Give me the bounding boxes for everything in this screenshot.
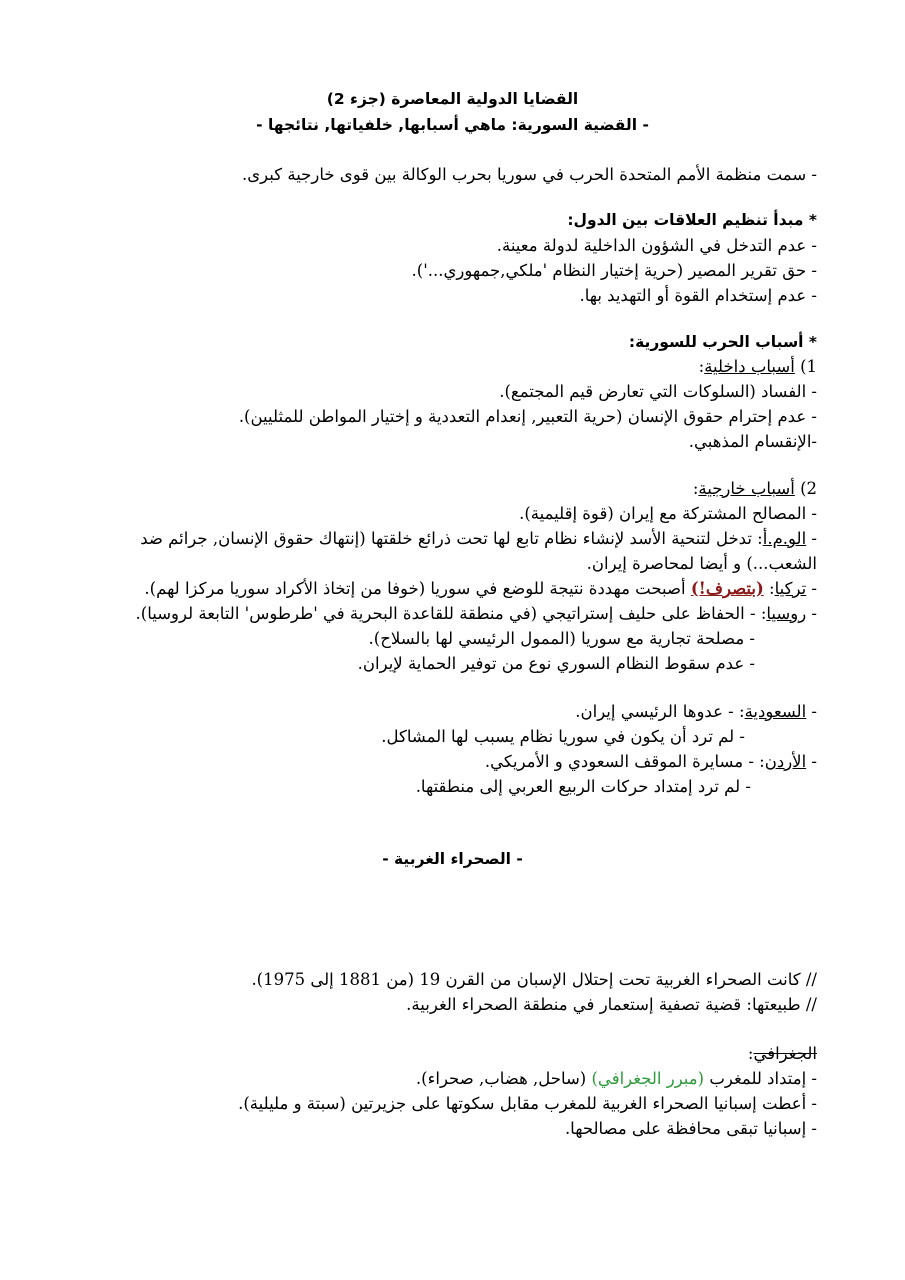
causes-heading: * أسباب الحرب للسورية: bbox=[628, 333, 817, 351]
jordan-subitem: - لم ترد إمتداد حركات الربيع العربي إلى منطقتها. bbox=[415, 777, 751, 796]
principle-item: - حق تقرير المصير (حرية إختيار النظام 'ملكي,جمهوري...'). bbox=[411, 261, 817, 280]
geo-heading bbox=[748, 1043, 817, 1065]
external-usa-continuation: الشعب...) و أيضا لمحاصرة إيران. bbox=[586, 554, 817, 573]
external-russia-item: - روسيا: - الحفاظ على حليف إستراتيجي (في منطقة للقاعدة البحرية في 'طرطوس' التابعة لروسيا). bbox=[135, 604, 817, 623]
internal-cause-item: -الإنقسام المذهبي. bbox=[688, 432, 817, 451]
principles-heading: * مبدأ تنظيم العلاقات بين الدول: bbox=[567, 211, 817, 229]
external-iran-item: - المصالح المشتركة مع إيران (قوة إقليمية). bbox=[519, 504, 817, 523]
jordan-text: : - مسايرة الموقف السعودي و الأمريكي. bbox=[484, 752, 765, 771]
geo-suffix: (ساحل, هضاب, صحراء). bbox=[415, 1069, 587, 1088]
internal-cause-item: - عدم إحترام حقوق الإنسان (حرية التعبير, إنعدام التعددية و إختيار المواطن للمثليين). bbox=[238, 407, 817, 426]
sahara-item: - إسبانيا تبقى محافظة على مصالحها. bbox=[564, 1119, 817, 1138]
sahara-colonial-line: // كانت الصحراء الغربية تحت إحتلال الإسبان من القرن 19 (من 1881 إلى 1975). bbox=[251, 970, 817, 989]
external-causes-heading bbox=[693, 478, 817, 500]
internal-label: أسباب داخلية bbox=[704, 357, 795, 376]
geo-highlight: (مبرر الجغرافي) bbox=[591, 1069, 705, 1088]
geo-item bbox=[416, 1068, 817, 1090]
jordan-label: الأردن bbox=[764, 752, 807, 771]
usa-label: الو.م.أ bbox=[762, 529, 807, 548]
internal-number: 1) bbox=[800, 357, 817, 376]
saudi-text: : - عدوها الرئيسي إيران. bbox=[575, 702, 745, 721]
document-subtitle: - القضية السورية: ماهي أسبابها, خلفياتها, نتائجها - bbox=[256, 116, 649, 134]
sahara-item: - أعطت إسبانيا الصحراء الغربية للمغرب مقابل سكوتها على جزيرتين (سبتة و مليلية). bbox=[238, 1094, 817, 1113]
usa-text: : تدخل لتنحية الأسد لإنشاء نظام تابع لها تحت ذرائع خلقتها (إنتهاك حقوق الإنسان, جرائم ضد bbox=[140, 529, 763, 548]
sahara-nature-line: // طبيعتها: قضية تصفية إستعمار في منطقة الصحراء الغربية. bbox=[406, 995, 817, 1014]
intro-line: - سمت منظمة الأمم المتحدة الحرب في سوريا بحرب الوكالة بين قوى خارجية كبرى. bbox=[242, 165, 817, 184]
saudi-label: السعودية bbox=[744, 702, 807, 721]
geo-colon: : bbox=[747, 1044, 754, 1063]
external-turkey-item: - تركيا: (بتصرف!) أصبحت مهددة نتيجة للوضع في سوريا (خوفا من إتخاذ الأكراد سوريا مركزا لهم). bbox=[144, 579, 817, 598]
principle-item: - عدم التدخل في الشؤون الداخلية لدولة معينة. bbox=[496, 236, 817, 255]
external-number: 2) bbox=[800, 479, 817, 498]
saudi-subitem: - لم ترد أن يكون في سوريا نظام يسبب لها المشاكل. bbox=[381, 727, 745, 746]
external-colon: : bbox=[692, 479, 699, 498]
document-title: القضايا الدولية المعاصرة (جزء 2) bbox=[326, 90, 579, 108]
sahara-heading: - الصحراء الغربية - bbox=[382, 850, 523, 868]
turkey-text: أصبحت مهددة نتيجة للوضع في سوريا (خوفا من إتخاذ الأكراد سوريا مركزا لهم). bbox=[144, 579, 686, 598]
russia-label: روسيا bbox=[766, 604, 807, 623]
internal-colon: : bbox=[698, 357, 705, 376]
external-label: أسباب خارجية bbox=[698, 479, 795, 498]
external-usa-item: - الو.م.أ: تدخل لتنحية الأسد لإنشاء نظام تابع لها تحت ذرائع خلقتها (إنتهاك حقوق الإنسان, جرائم ضد bbox=[140, 529, 817, 548]
turkey-label: تركيا bbox=[774, 579, 807, 598]
geo-label: الجغرافي bbox=[753, 1044, 817, 1063]
principle-item: - عدم إستخدام القوة أو التهديد بها. bbox=[579, 286, 817, 305]
turkey-note: (بتصرف!) bbox=[690, 579, 764, 598]
russia-subitem: - مصلحة تجارية مع سوريا (الممول الرئيسي لها بالسلاح). bbox=[368, 629, 755, 648]
internal-causes-heading bbox=[699, 356, 817, 378]
external-jordan-item: - الأردن: - مسايرة الموقف السعودي و الأمريكي. bbox=[484, 752, 817, 771]
external-saudi-item: - السعودية: - عدوها الرئيسي إيران. bbox=[575, 702, 817, 721]
russia-text: : - الحفاظ على حليف إستراتيجي (في منطقة للقاعدة البحرية في 'طرطوس' التابعة لروسيا). bbox=[135, 604, 767, 623]
russia-subitem: - عدم سقوط النظام السوري نوع من توفير الحماية لإيران. bbox=[357, 654, 755, 673]
geo-prefix: - إمتداد للمغرب bbox=[709, 1069, 817, 1088]
internal-cause-item: - الفساد (السلوكات التي تعارض قيم المجتمع). bbox=[499, 382, 817, 401]
